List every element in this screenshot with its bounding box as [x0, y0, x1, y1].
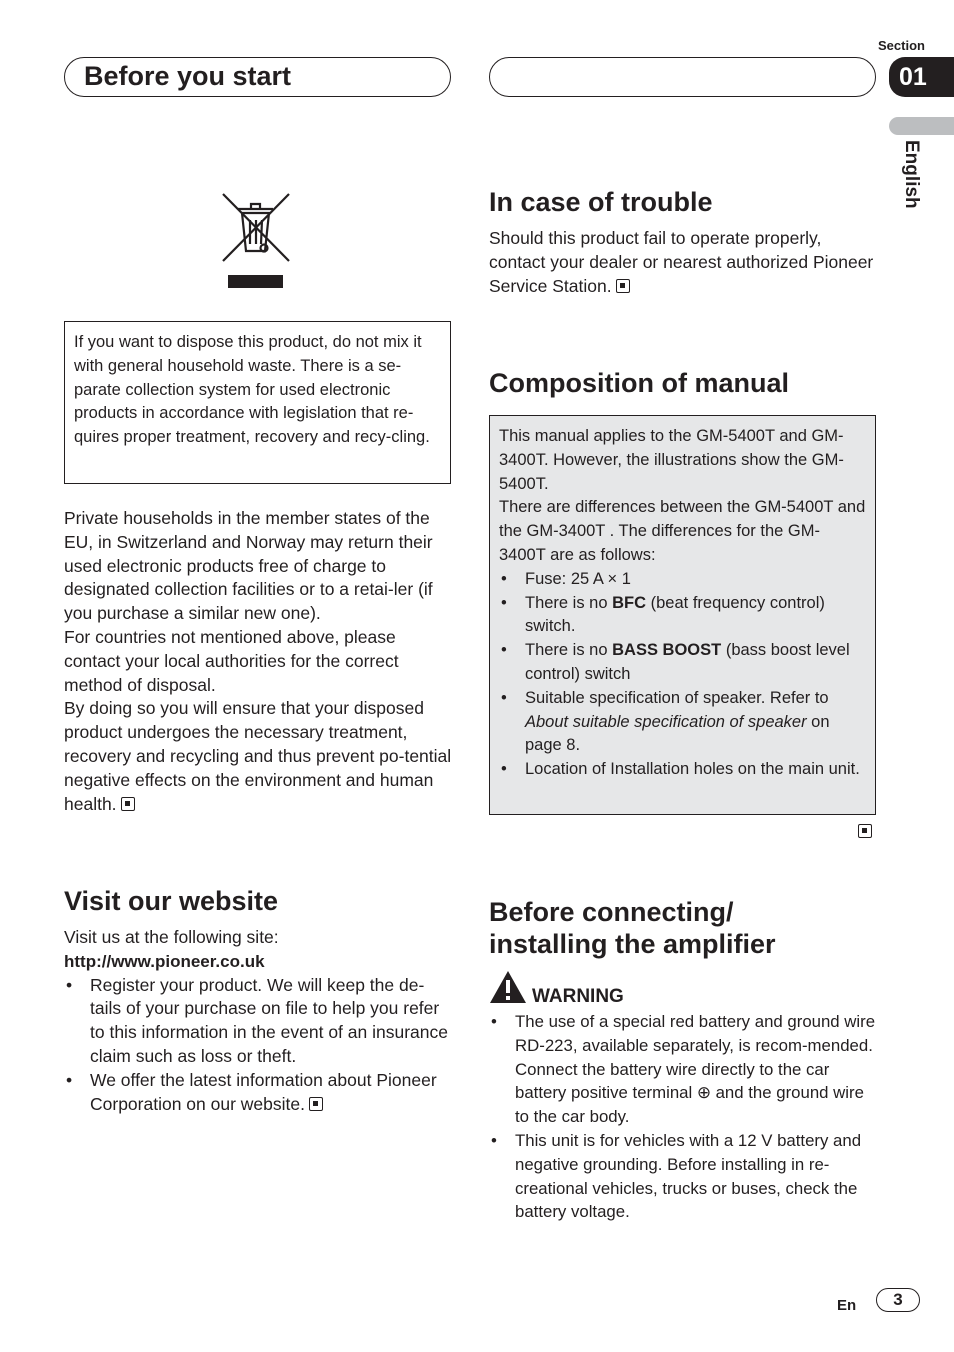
trouble-text: Should this product fail to operate properly, contact your dealer or nearest authorized Pioneer Service Station.: [489, 228, 874, 296]
end-mark-icon: [858, 824, 872, 838]
warning-section: [489, 1010, 877, 1224]
language-code: En: [837, 1297, 857, 1314]
website-bullet-list: [64, 974, 452, 1117]
end-mark-icon: [616, 279, 630, 293]
list-item: • The use of a special red battery and ground wire RD-223, available separately, is recom-mended. Connect the battery wire directly to the car battery positive terminal ⊕ and the ground wire to the car body.: [489, 1010, 877, 1129]
list-item: • Suitable specification of speaker. Refer to About suitable specification of speaker on page 8.: [499, 687, 866, 758]
disposal-notice-box: [64, 321, 451, 484]
page-title: Before you start: [84, 61, 292, 91]
disposal-paragraphs: [64, 507, 452, 816]
warning-bullet-list: [489, 1010, 877, 1224]
list-item: • There is no BFC (beat frequency control) switch.: [499, 592, 866, 640]
connecting-heading: Before connecting/ installing the amplifier: [489, 897, 776, 959]
composition-heading: Composition of manual: [489, 368, 789, 398]
language-tab: [889, 117, 954, 135]
disposal-paragraph: For countries not mentioned above, please contact your local authorities for the correct method of disposal.: [64, 626, 399, 695]
warning-label: WARNING: [532, 986, 624, 1007]
list-item: • There is no BASS BOOST (bass boost level control) switch: [499, 639, 866, 687]
list-item: • Register your product. We will keep the de-tails of your purchase on file to help you refer to this information in the event of an insurance claim such as loss or theft.: [64, 974, 452, 1069]
end-mark-icon: [121, 797, 135, 811]
warning-triangle-icon: [489, 970, 527, 1004]
trouble-heading: In case of trouble: [489, 187, 713, 217]
disposal-paragraph: By doing so you will ensure that your disposed product undergoes the necessary treatment, recovery and recycling and thus prevent po-tential negative effects on the environment and human health.: [64, 698, 452, 814]
section-number-tab: 01: [889, 57, 954, 97]
language-label: English: [901, 140, 922, 209]
composition-box: [489, 415, 876, 815]
list-item: • We offer the latest information about Pioneer Corporation on our website.: [64, 1069, 452, 1117]
composition-end-mark: [858, 824, 872, 842]
website-intro: Visit us at the following site:: [64, 927, 279, 947]
disposal-paragraph: Private households in the member states of the EU, in Switzerland and Norway may return their used electronic products free of charge to designated collection facilities or to a retai-ler (if you purchase a similar new one).: [64, 508, 433, 624]
weee-bin-icon: [221, 191, 291, 291]
composition-intro: This manual applies to the GM-5400T and GM-3400T. However, the illustrations show the GM-5400T.: [499, 427, 844, 493]
composition-intro: There are differences between the GM-5400T and the GM-3400T . The differences for the GM-3400T are as follows:: [499, 498, 866, 564]
disposal-notice-text: If you want to dispose this product, do not mix it with general household waste. There is a se-parate collection system for used electronic products in accordance with legislation that re-quires proper treatment, recovery and recy-cling.: [74, 333, 430, 447]
page-number: 3: [876, 1288, 920, 1312]
list-item: • This unit is for vehicles with a 12 V battery and negative grounding. Before installing in re-creational vehicles, trucks or buses, check the battery voltage.: [489, 1129, 877, 1224]
website-url-link[interactable]: http://www.pioneer.co.uk: [64, 951, 265, 971]
list-item: • Location of Installation holes on the main unit.: [499, 758, 866, 782]
list-item: • Fuse: 25 A × 1: [499, 568, 866, 592]
positive-terminal-symbol: ⊕: [696, 1083, 711, 1103]
header-right-frame: [489, 57, 876, 97]
website-section: [64, 926, 452, 1116]
section-label: Section: [878, 38, 925, 53]
website-heading: Visit our website: [64, 886, 279, 916]
composition-bullet-list: [499, 568, 866, 782]
end-mark-icon: [309, 1097, 323, 1111]
